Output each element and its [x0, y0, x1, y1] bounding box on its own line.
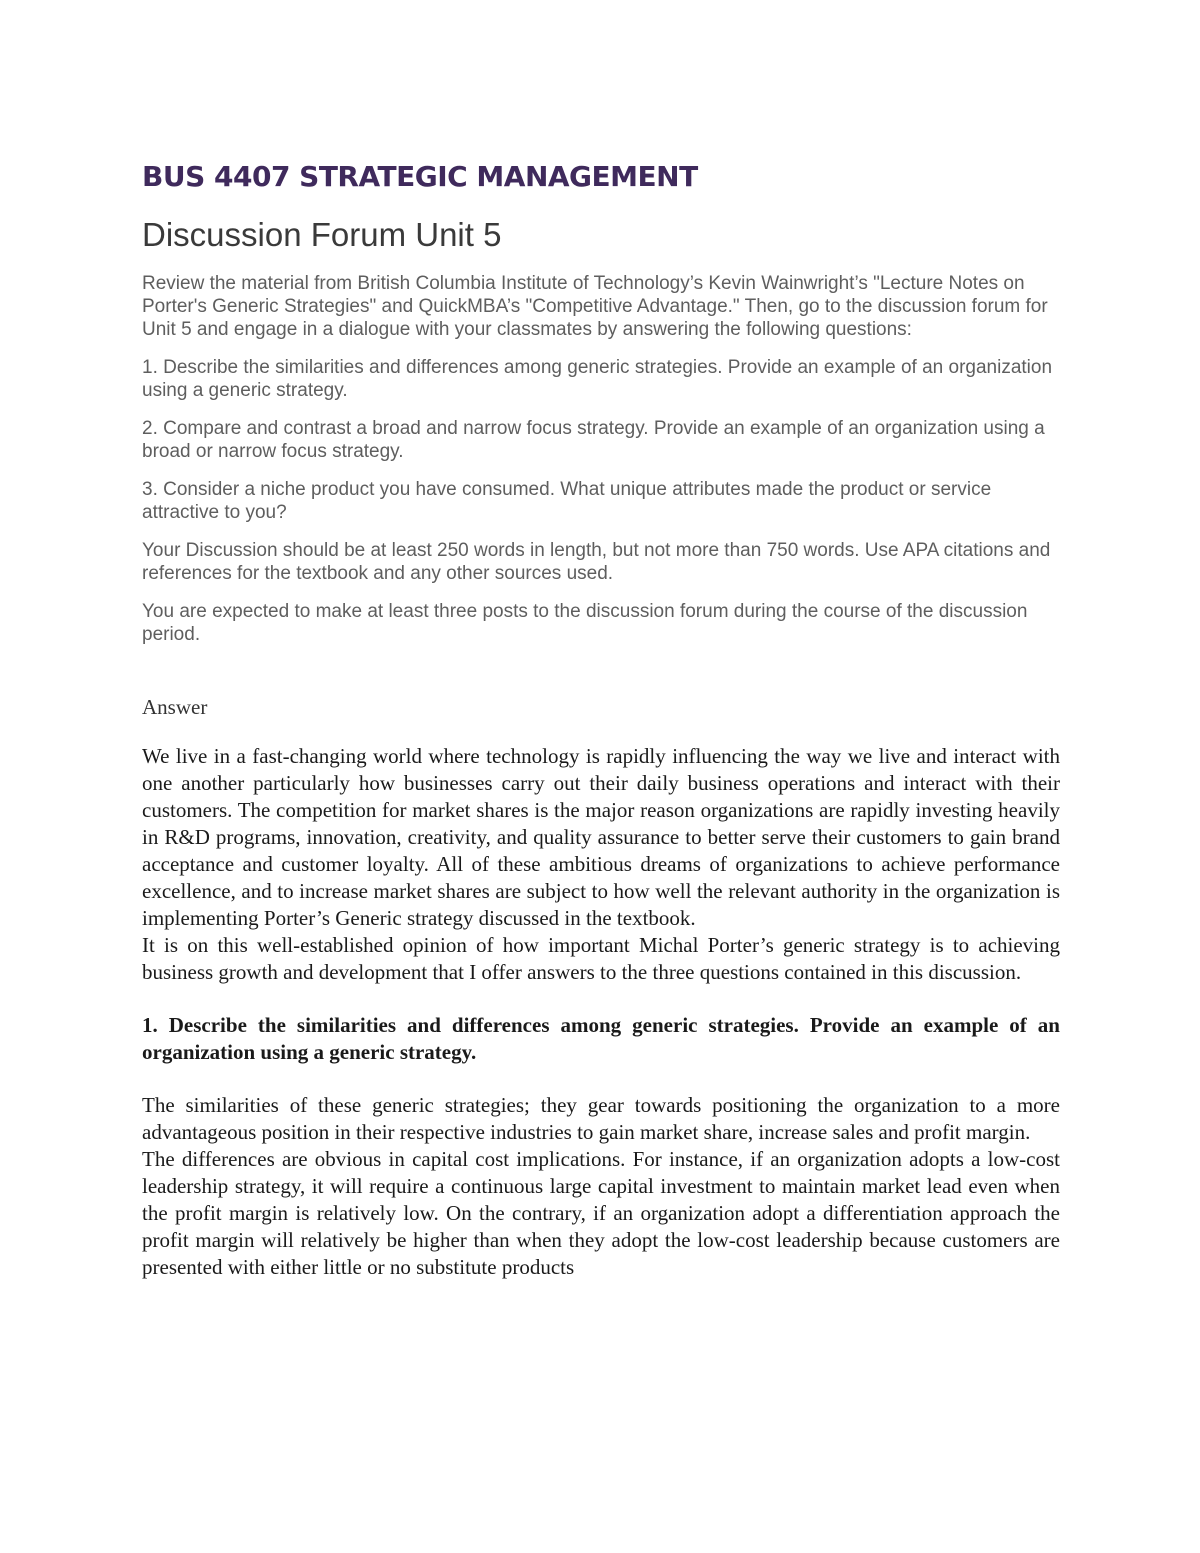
prompt-question-1: 1. Describe the similarities and differences among generic strategies. Provide an example of an organization using a generic strategy.	[142, 357, 1053, 401]
answer-question-1-heading: 1. Describe the similarities and differences among generic strategies. Provide an example of an organization using a generic strategy.	[142, 1013, 1060, 1064]
prompt-length-requirement: Your Discussion should be at least 250 words in length, but not more than 750 words. Use APA citations and references for the textbook and any other sources used.	[142, 540, 1051, 584]
answer-intro-paragraph: We live in a fast-changing world where technology is rapidly influencing the way we live and interact with one another particularly how businesses carry out their daily business operations and interact with their customers. The competition for market shares is the major reason organizations are rapidly investing heavily in R&D programs, innovation, creativity, and quality assurance to better serve their customers to gain brand acceptance and customer loyalty. All of these ambitious dreams of organizations to achieve performance excellence, and to increase market shares are subject to how well the relevant authority in the organization is implementing Porter’s Generic strategy discussed in the textbook.	[142, 744, 1060, 930]
assignment-prompt	[142, 272, 1060, 661]
prompt-question-2: 2. Compare and contrast a broad and narrow focus strategy. Provide an example of an organization using a broad or narrow focus strategy.	[142, 418, 1045, 462]
answer-question-1-paragraph: The differences are obvious in capital cost implications. For instance, if an organization adopts a low-cost leadership strategy, it will require a continuous large capital investment to maintain market lead even when the profit margin is relatively low. On the contrary, if an organization adopt a differentiation approach the profit margin will relatively be higher than when they adopt the low-cost leadership because customers are presented with either little or no substitute products	[142, 1147, 1060, 1279]
answer-question-1-paragraph: The similarities of these generic strategies; they gear towards positioning the organization to a more advantageous position in their respective industries to gain market share, increase sales and profit margin.	[142, 1093, 1060, 1144]
forum-title: Discussion Forum Unit 5	[142, 216, 502, 253]
prompt-posting-requirement: You are expected to make at least three posts to the discussion forum during the course of the discussion period.	[142, 601, 1028, 645]
prompt-question-3: 3. Consider a niche product you have consumed. What unique attributes made the product or service attractive to you?	[142, 479, 992, 523]
answer-label: Answer	[142, 695, 208, 719]
prompt-intro: Review the material from British Columbia Institute of Technology’s Kevin Wainwright’s "Lecture Notes on Porter's Generic Strategies" and QuickMBA’s "Competitive Advantage." Then, go to the discussion forum for Unit 5 and engage in a dialogue with your classmates by answering the following questions:	[142, 273, 1048, 340]
course-title: BUS 4407 STRATEGIC MANAGEMENT	[142, 160, 698, 193]
answer-section	[142, 694, 1060, 1281]
answer-intro-paragraph: It is on this well-established opinion of how important Michal Porter’s generic strategy is to achieving business growth and development that I offer answers to the three questions contained in this discussion.	[142, 933, 1060, 984]
